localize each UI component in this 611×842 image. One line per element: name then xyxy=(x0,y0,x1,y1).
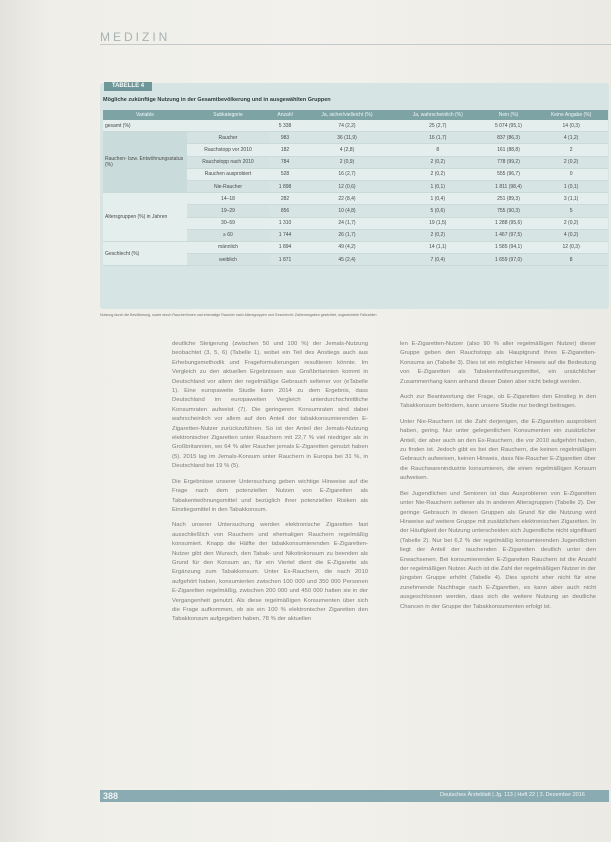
table-footnote: Nutzung durch die Bevölkerung, sowie durch Raucher/innen und ehemalige Raucher nach Altersgruppen und Geschlecht; Zahlenangaben gewichtet, ungewichtete Fallzahlen xyxy=(100,313,377,317)
table-group-label: Altersgruppen (%) in Jahren xyxy=(103,193,187,242)
table-cell: 182 xyxy=(269,144,301,156)
table-cell: 5 338 xyxy=(269,120,301,132)
table-cell: 1 310 xyxy=(269,217,301,229)
table-cell: 2 (0,9) xyxy=(301,156,393,168)
table-cell: 778 (99,2) xyxy=(483,156,535,168)
table-cell: weiblich xyxy=(187,254,269,266)
table-row xyxy=(103,120,608,132)
table-cell: 14 (0,3) xyxy=(534,120,608,132)
table-group-label: Geschlecht (%) xyxy=(103,241,187,265)
paragraph: len E-Zigaretten-Nutzer (also 90 % aller regelmäßigen Nutzer) dieser Gruppe geben den Rauchstopp als Hauptgrund ihres E-Zigaretten-Konsums an (Tabelle 3). Dies ist ein möglicher Hinweis auf die Bedeutung von E-Zigaretten als Tabakentwöhnungsmittel, ein ursächlicher Zusammenhang kann anhand dieser Daten aber nicht belegt werden. xyxy=(400,341,596,385)
table-cell: 1 898 xyxy=(269,180,301,192)
table-cell: 4 (1,2) xyxy=(534,132,608,144)
section-title: MEDIZIN xyxy=(100,30,171,44)
table-cell: 837 (86,3) xyxy=(483,132,535,144)
table-header-cell: Ja, sicher/vielleicht (%) xyxy=(301,110,393,120)
table-cell: 7 (0,4) xyxy=(393,254,483,266)
table-cell: gesamt (%) xyxy=(103,120,187,132)
table-cell: 74 (2,2) xyxy=(301,120,393,132)
table-header-cell: Subkategorie xyxy=(187,110,269,120)
table-cell: 1 (0,4) xyxy=(393,193,483,205)
table-header-cell: Anzahl xyxy=(269,110,301,120)
paragraph: Auch zur Beantwortung der Frage, ob E-Zigaretten den Einstieg in den Tabakkonsum befördern, kann unsere Studie nur bedingt beitragen. xyxy=(400,394,596,410)
table-cell: 1 288 (95,6) xyxy=(483,217,535,229)
table-group-label: Rauchen- bzw. Entwöhnungsstatus (%) xyxy=(103,132,187,193)
table-cell: 528 xyxy=(269,168,301,180)
table-cell: Rauchstopp vor 2010 xyxy=(187,144,269,156)
table-cell: 1 871 xyxy=(269,254,301,266)
table-cell: 36 (11,9) xyxy=(301,132,393,144)
table-cell: ≥ 60 xyxy=(187,229,269,241)
table-cell: 14–18 xyxy=(187,193,269,205)
table-cell: 14 (1,1) xyxy=(393,241,483,253)
table-cell: 1 585 (94,1) xyxy=(483,241,535,253)
table-cell: 10 (4,8) xyxy=(301,205,393,217)
table-cell: 49 (4,2) xyxy=(301,241,393,253)
table-cell: 16 (2,7) xyxy=(301,168,393,180)
table-cell: 1 894 xyxy=(269,241,301,253)
table-cell: 161 (88,8) xyxy=(483,144,535,156)
table-cell: 5 074 (95,1) xyxy=(483,120,535,132)
table-row xyxy=(103,193,608,205)
table-cell: 2 (0,2) xyxy=(393,229,483,241)
table-cell: 16 (1,7) xyxy=(393,132,483,144)
paragraph: Bei Jugendlichen und Senioren ist das Ausprobieren von E-Zigaretten unter Nie-Rauchern seltener als in anderen Altersgruppen (Tabelle 2). Der geringe Gebrauch in diesen Gruppen als Grund für die Nutzung wird Hinweise auf weitere Gruppe mit zusätzlichen elektronischen Zigaretten. In der Häufigkeit der Nutzung unterscheiden sich Jugendliche nicht signifikant (Tabelle 2). Nur bei 6,2 % der regelmäßig konsumierenden Jugendlichen liegt der Anteil der rauchenden E-Zigaretten deutlich unter den Erwachsenen. Bei konsumierenden E-Zigaretten Rauchern ist die Anzahl der regelmäßigen Nutzer. Auch ist die Zahl der regelmäßigen Nutzer in der jüngsten Gruppe erhöht (Tabelle 4). Dies spricht eher nicht für eine zunehmende Nachfrage nach E-Zigaretten, es kann aber auch nicht ausgeschlossen werden, dass sich die weitere Nutzung an deutliche Chancen in der Gruppe der Tabakkonsumenten erfolgt ist. xyxy=(400,490,596,610)
table-cell: 19–29 xyxy=(187,205,269,217)
table-cell: 555 (96,7) xyxy=(483,168,535,180)
table-cell: 1 811 (98,4) xyxy=(483,180,535,192)
table-row xyxy=(103,241,608,253)
table-cell: 19 (1,5) xyxy=(393,217,483,229)
table-cell: 856 xyxy=(269,205,301,217)
table-cell: 3 (1,1) xyxy=(534,193,608,205)
table-cell: 1 744 xyxy=(269,229,301,241)
table-cell: 1 467 (97,5) xyxy=(483,229,535,241)
paragraph: Die Ergebnisse unserer Untersuchung geben wichtige Hinweise auf die Frage nach dem potenziellen Nutzen von E-Zigaretten als Tabakentwöhnungsmittel und bezüglich ihrer potenziellen Risiken als Einstiegsmittel in den Tabakkonsum. xyxy=(172,478,368,513)
table-cell: 8 xyxy=(534,254,608,266)
table-cell: 30–59 xyxy=(187,217,269,229)
paragraph: Unter Nie-Rauchern ist die Zahl derjenigen, die E-Zigaretten ausprobiert haben, gering. Nur unter gelegentlichen Konsumenten ein zusätzlicher Anteil, der aber auch an den Ex-Rauchern, die vor 2010 aufgehört haben, zu finden ist. Jedoch gibt es bei den Rauchern, die keinen regelmäßigen Gebrauch aufweisen, keinen Hinweis, dass Nie-Raucher E-Zigaretten über die Rauchwarenindustrie konsumieren, die einen regelmäßigen Konsum aufweisen. xyxy=(400,418,596,482)
table-cell: 45 (2,4) xyxy=(301,254,393,266)
table-cell: 282 xyxy=(269,193,301,205)
table-cell: 5 (0,6) xyxy=(393,205,483,217)
table-tag: TABELLE 4 xyxy=(104,82,152,91)
table-cell: Nie-Raucher xyxy=(187,180,269,192)
table-cell: 25 (2,7) xyxy=(393,120,483,132)
table-cell: 251 (89,3) xyxy=(483,193,535,205)
page-number: 388 xyxy=(103,791,119,801)
table-cell: 12 (0,3) xyxy=(534,241,608,253)
table-caption: Mögliche zukünftige Nutzung in der Gesamtbevölkerung und in ausgewählten Gruppen xyxy=(103,97,331,103)
table-cell xyxy=(187,120,269,132)
table-cell: 784 xyxy=(269,156,301,168)
table-cell: 5 xyxy=(534,205,608,217)
table-cell: Rauchstopp nach 2010 xyxy=(187,156,269,168)
table-cell: 26 (1,7) xyxy=(301,229,393,241)
text-column-left xyxy=(172,340,368,740)
table-cell: 1 659 (97,0) xyxy=(483,254,535,266)
table-cell: 1 (0,1) xyxy=(534,180,608,192)
table-row xyxy=(103,132,608,144)
table-header-cell: Variable xyxy=(103,110,187,120)
table-cell: Raucher xyxy=(187,132,269,144)
table-cell: männlich xyxy=(187,241,269,253)
header-rule xyxy=(100,44,611,45)
table-cell: 0 xyxy=(534,168,608,180)
table-cell: 4 (2,8) xyxy=(301,144,393,156)
table-cell: 4 (0,2) xyxy=(534,229,608,241)
table-cell: Rauchen ausprobiert xyxy=(187,168,269,180)
table-cell: 2 (0,2) xyxy=(393,156,483,168)
table-cell: 2 (0,2) xyxy=(393,168,483,180)
table-cell: 1 (0,1) xyxy=(393,180,483,192)
data-table xyxy=(103,110,608,266)
table-header-cell: Nein (%) xyxy=(483,110,535,120)
paragraph: Nach unserer Untersuchung werden elektronische Zigaretten fast ausschließlich von Rauchern und ehemaligen Rauchern regelmäßig konsumiert. Knapp die Hälfte der tabakkonsumierenden E-Zigaretten-Nutzer gibt den Wunsch, den Tabak- und Nikotinkonsum zu beenden als Grund für den Konsum an, für ein Viertel dient die E-Zigarette als Ergänzung zum Tabakkonsum. Unter Ex-Rauchern, die nach 2010 aufgehört haben, konsumierten zwischen 100 000 und 350 000 Personen E-Zigaretten regelmäßig, zwischen 200 000 und 450 000 hatten sie in der Vergangenheit genutzt. Als diese regelmäßigen Konsumenten über sich die Frage aufkommen, ob sie ein 100 % elektronischer Zigaretten den Tabakkonsum aufgegeben haben, 78 % der aktuellen xyxy=(172,522,368,623)
table-cell: 2 (0,2) xyxy=(534,217,608,229)
table-cell: 8 xyxy=(393,144,483,156)
table-cell: 12 (0,6) xyxy=(301,180,393,192)
table-cell: 2 (0,2) xyxy=(534,156,608,168)
table-header-cell: Ja, wahrscheinlich (%) xyxy=(393,110,483,120)
paragraph: deutliche Steigerung (zwischen 50 und 100 %) der Jemals-Nutzung beobachtet (3, 5, 6) (Tabelle 1), wobei ein Teil des Anstiegs auch aus Erhebungsmethodik und Frageformulierungen resultieren könnte. Im Vergleich zu den aktuellen Ergebnissen aus Großbritannien kommt in Deutschland vor allem der regelmäßige Gebrauch seltener vor (eTabelle 1). Eine europaweite Studie kann 2014 zu dem Ergebnis, dass Deutschland im europaweiten Vergleich unterdurchschnittliche Konsumraten aufweist (7). Die geringeren Konsumraten sind dabei wahrscheinlich vor allem auf den Anteil der tabakkonsumierenden E-Zigaretten-Nutzer zurückzuführen. So ist der Anteil der Jemals-Nutzung elektronischer Zigaretten unter Rauchern mit 22,7 % viel niedriger als in Großbritannien, wo 64 % aller Raucher jemals E-Zigaretten genutzt haben (5). 2015 lag im Jemals-Konsum unter Rauchern in Europa bei 31 %, in Deutschland bei 19 % (5). xyxy=(172,341,368,470)
table-cell: 22 (8,4) xyxy=(301,193,393,205)
table-cell: 755 (90,3) xyxy=(483,205,535,217)
journal-source: Deutsches Ärzteblatt | Jg. 113 | Heft 22 | 3. Dezember 2016 xyxy=(440,792,585,798)
table-cell: 24 (1,7) xyxy=(301,217,393,229)
table-cell: 2 xyxy=(534,144,608,156)
text-column-right xyxy=(400,340,596,740)
table-header-cell: Keine Angabe (%) xyxy=(534,110,608,120)
table-header-row xyxy=(103,110,608,120)
table-cell: 983 xyxy=(269,132,301,144)
